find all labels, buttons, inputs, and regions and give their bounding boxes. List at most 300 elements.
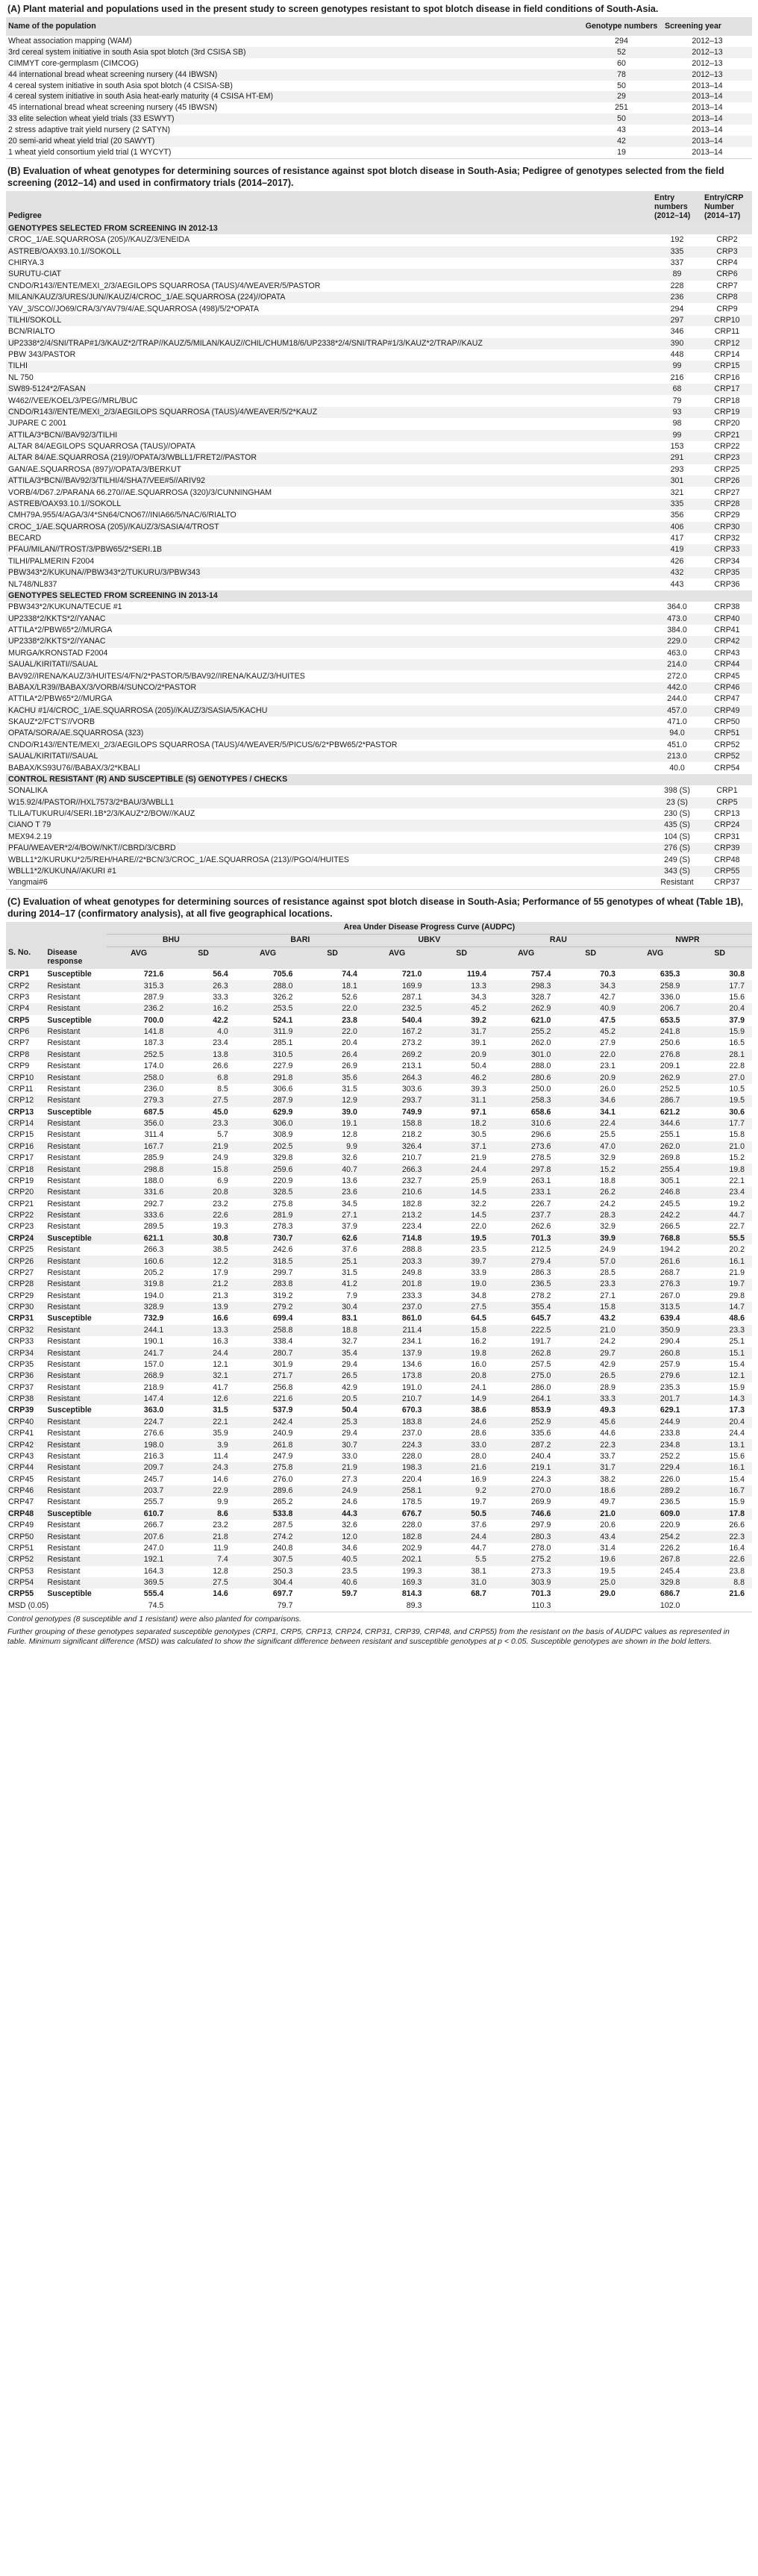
table-cell: 699.4 — [272, 1314, 293, 1323]
table-cell: 21.9 — [471, 1153, 486, 1163]
table-cell: 183.8 — [365, 1417, 430, 1428]
table-cell: 42.7 — [600, 992, 616, 1002]
table-row — [6, 136, 752, 147]
table-cell: 32.7 — [342, 1337, 357, 1347]
table-row — [6, 1256, 752, 1267]
table-cell: 45.0 — [213, 1107, 228, 1117]
table-cell: CRP8 — [702, 292, 752, 303]
table-cell: 187.3 — [143, 1038, 164, 1048]
table-cell: 50.4 — [471, 1061, 486, 1071]
table-cell: 19.5 — [429, 1233, 494, 1244]
table-cell: 251 — [615, 103, 628, 113]
table-cell: ALTAR 84/AE.SQUARROSA (219)//OPATA/3/WBLL1/FRET2//PASTOR — [6, 452, 652, 464]
table-cell: 153 — [670, 442, 684, 452]
location-nwpr: NWPR — [623, 934, 752, 946]
table-cell: Resistant — [45, 980, 106, 991]
table-cell: 236 — [652, 292, 702, 303]
table-a — [6, 17, 752, 159]
table-cell: CRP14 — [714, 350, 740, 360]
table-cell: 22.1 — [729, 1176, 745, 1185]
table-cell: 237.0 — [401, 1429, 422, 1438]
table-cell: Resistant — [47, 1359, 81, 1369]
table-cell: 22.6 — [171, 1210, 236, 1221]
table-row — [6, 58, 752, 69]
table-cell: 19.0 — [429, 1279, 494, 1290]
table-row — [6, 877, 752, 889]
table-cell: CRP51 — [702, 728, 752, 739]
table-row — [6, 1474, 752, 1485]
table-row — [6, 1347, 752, 1359]
table-cell: 32.9 — [600, 1153, 616, 1163]
table-cell: 201.7 — [623, 1394, 688, 1405]
table-cell: CRP44 — [6, 1462, 45, 1473]
table-cell: 104 (S) — [664, 832, 690, 841]
table-cell: CRP29 — [714, 511, 740, 520]
table-cell: CROC_1/AE.SQUARROSA (205)//KAUZ/3/ENEIDA — [8, 235, 190, 245]
table-cell: CRP27 — [8, 1267, 34, 1277]
table-cell: 210.6 — [365, 1187, 430, 1198]
table-cell: 283.8 — [236, 1279, 301, 1290]
table-cell: CRP34 — [714, 556, 740, 566]
table-cell: Wheat association mapping (WAM) — [8, 36, 132, 46]
table-cell: Resistant — [45, 1164, 106, 1175]
table-cell: 15.9 — [729, 1497, 745, 1507]
table-cell: 258.1 — [365, 1485, 430, 1497]
table-cell: 328.7 — [530, 992, 551, 1002]
table-cell: 621.2 — [660, 1107, 680, 1117]
table-row — [6, 441, 752, 452]
table-cell: 294 — [615, 36, 628, 46]
table-cell: 24.2 — [600, 1199, 616, 1209]
table-cell: Resistant — [47, 1543, 81, 1553]
table-cell: 12.1 — [213, 1359, 228, 1369]
table-cell: 12.8 — [342, 1130, 357, 1140]
table-cell: Yangmai#6 — [6, 877, 652, 889]
table-cell: 304.4 — [236, 1577, 301, 1588]
table-row — [6, 1072, 752, 1083]
table-cell: 24.9 — [300, 1485, 365, 1497]
table-cell: 15.2 — [558, 1164, 623, 1175]
table-cell: 555.4 — [143, 1589, 164, 1599]
table-cell: CRP47 — [8, 1497, 34, 1507]
table-c-group-row — [6, 922, 752, 935]
table-row — [6, 1485, 752, 1497]
table-row — [6, 1050, 752, 1061]
table-cell: 16.1 — [687, 1256, 752, 1267]
table-cell: 24.4 — [171, 1347, 236, 1359]
table-cell: 24.1 — [471, 1382, 486, 1392]
table-cell: BECARD — [8, 534, 42, 543]
table-cell: CRP24 — [6, 1233, 45, 1244]
table-cell: 344.6 — [623, 1118, 688, 1129]
table-cell: 60 — [617, 58, 626, 68]
table-cell: 2013–14 — [663, 147, 752, 158]
table-cell: 22.0 — [300, 1003, 365, 1014]
table-cell: W462//VEE/KOEL/3/PEG//MRL/BUC — [8, 396, 138, 405]
table-cell: ATTILA/3*BCN//BAV92/3/TILHI/4/SHA7/VEE#5//ARIV92 — [6, 475, 652, 487]
table-cell: 471.0 — [667, 717, 687, 727]
table-row — [6, 147, 752, 158]
table-cell: 285.1 — [272, 1038, 293, 1048]
table-cell: CRP40 — [702, 614, 752, 625]
table-cell: CRP6 — [6, 1026, 45, 1038]
table-cell: SKAUZ*2/FCT'S'//VORB — [8, 717, 95, 727]
msd-value — [429, 1600, 494, 1612]
table-row — [6, 843, 752, 854]
table-cell: 245.5 — [660, 1199, 680, 1209]
table-cell: CRP44 — [702, 659, 752, 670]
table-cell: CRP45 — [8, 1474, 34, 1484]
table-cell: 44.7 — [471, 1543, 486, 1553]
table-cell: 279.6 — [623, 1370, 688, 1382]
table-cell: 311.9 — [236, 1026, 301, 1038]
table-row — [6, 670, 752, 682]
table-cell: 45.2 — [558, 1026, 623, 1038]
header-sd: SD — [300, 946, 365, 969]
table-cell: 22.9 — [171, 1485, 236, 1497]
table-cell: CRP43 — [8, 1451, 34, 1461]
table-cell: 260.8 — [623, 1347, 688, 1359]
table-cell: 23.5 — [471, 1245, 486, 1255]
table-cell: 206.7 — [623, 1003, 688, 1014]
table-row — [6, 522, 752, 533]
table-cell: 12.2 — [171, 1256, 236, 1267]
table-cell: SAUAL/KIRITATI//SAUAL — [6, 659, 652, 670]
table-cell: 19 — [580, 147, 663, 158]
table-row — [6, 728, 752, 739]
table-cell: JUPARE C 2001 — [8, 419, 67, 428]
table-cell: 52 — [580, 47, 663, 58]
section-title: GENOTYPES SELECTED FROM SCREENING IN 2012-13 — [6, 223, 752, 234]
table-cell: 191.7 — [530, 1337, 551, 1347]
table-row — [6, 832, 752, 843]
table-cell: TILHI/PALMERIN F2004 — [8, 556, 95, 566]
msd-value: 110.3 — [494, 1600, 559, 1612]
table-cell: CRP5 — [8, 1015, 30, 1025]
table-cell: 19.8 — [687, 1164, 752, 1175]
table-cell: 240.4 — [530, 1451, 551, 1461]
table-cell: Resistant — [45, 1210, 106, 1221]
table-a-header-genotypes: Genotype numbers — [580, 17, 663, 36]
table-cell: 9.2 — [429, 1485, 494, 1497]
table-cell: 39.9 — [558, 1233, 623, 1244]
table-cell: 24.9 — [213, 1153, 228, 1163]
table-cell: 11.9 — [213, 1543, 228, 1553]
table-cell: 50.4 — [342, 1406, 357, 1415]
table-cell: Resistant — [47, 1199, 81, 1209]
table-cell: CRP1 — [8, 970, 30, 979]
table-cell: 311.4 — [144, 1130, 164, 1140]
table-cell: CRP9 — [716, 304, 738, 314]
table-row — [6, 1267, 752, 1279]
table-cell: 417 — [670, 534, 684, 543]
table-row — [6, 113, 752, 125]
table-row — [6, 1439, 752, 1450]
table-cell: Resistant — [47, 1267, 81, 1277]
table-cell: CRP4 — [6, 1003, 45, 1014]
table-cell: 21.2 — [171, 1279, 236, 1290]
table-cell: 23.8 — [729, 1566, 745, 1576]
table-cell: 45.6 — [558, 1417, 623, 1428]
table-cell: 252.5 — [660, 1084, 680, 1094]
table-row — [6, 659, 752, 670]
table-cell: Resistant — [47, 1566, 81, 1576]
header-sd: SD — [429, 946, 494, 969]
msd-value — [171, 1600, 236, 1612]
table-cell: 287.1 — [401, 992, 422, 1002]
table-b — [6, 191, 752, 890]
table-cell: 639.4 — [660, 1314, 680, 1323]
table-cell: 22.3 — [558, 1439, 623, 1450]
table-row — [6, 1221, 752, 1232]
table-row — [6, 1554, 752, 1565]
table-row — [6, 1141, 752, 1153]
table-cell: Resistant — [45, 1003, 106, 1014]
table-cell: 25.1 — [300, 1256, 365, 1267]
table-cell: 276.0 — [272, 1474, 293, 1484]
table-cell: 2 stress adaptive trait yield nursery (2 SATYN) — [8, 125, 171, 135]
table-cell: 443 — [670, 579, 684, 589]
table-cell: OPATA/SORA/AE.SQUARROSA (323) — [6, 728, 652, 739]
table-cell: Resistant — [45, 1417, 106, 1428]
table-cell: 194.0 — [143, 1291, 164, 1300]
table-cell: 258.0 — [107, 1072, 172, 1083]
table-row — [6, 1370, 752, 1382]
table-cell: 37.6 — [471, 1521, 486, 1530]
table-cell: 13.6 — [342, 1176, 357, 1185]
table-cell: 262.8 — [494, 1347, 559, 1359]
table-cell: 191.0 — [401, 1382, 422, 1392]
table-cell: 266.5 — [660, 1222, 680, 1232]
table-cell: 343 (S) — [652, 866, 702, 877]
table-cell: 222.5 — [494, 1325, 559, 1336]
table-row — [6, 1291, 752, 1302]
table-cell: 457.0 — [652, 705, 702, 717]
table-cell: 749.9 — [401, 1107, 422, 1117]
header-avg: AVG — [365, 946, 430, 969]
table-cell: CRP15 — [702, 361, 752, 372]
msd-value: 79.7 — [236, 1600, 301, 1612]
table-cell: 292.7 — [143, 1199, 164, 1209]
table-row — [6, 1176, 752, 1187]
table-cell: CRP49 — [702, 705, 752, 717]
table-row — [6, 510, 752, 521]
table-cell: 240.8 — [272, 1543, 293, 1553]
table-cell: 241.7 — [107, 1347, 172, 1359]
table-cell: 258.3 — [494, 1095, 559, 1106]
table-cell: 19.3 — [213, 1222, 228, 1232]
table-row — [6, 1244, 752, 1256]
table-cell: 16.9 — [471, 1474, 486, 1484]
table-cell: 23.4 — [213, 1038, 228, 1048]
table-cell: 198.3 — [365, 1462, 430, 1473]
table-cell: CRP46 — [6, 1485, 45, 1497]
table-cell: 463.0 — [667, 648, 687, 658]
table-cell: Resistant — [47, 1521, 81, 1530]
table-cell: CRP12 — [702, 338, 752, 349]
table-cell: 233.8 — [660, 1429, 680, 1438]
table-cell: CRP18 — [714, 396, 740, 405]
table-cell: Resistant — [45, 1554, 106, 1565]
table-cell: 279.3 — [107, 1095, 172, 1106]
table-row — [6, 1462, 752, 1473]
table-cell: 28.1 — [687, 1050, 752, 1061]
table-cell: 29.4 — [342, 1429, 357, 1438]
table-cell: 262.0 — [623, 1141, 688, 1153]
table-cell: 18.6 — [558, 1485, 623, 1497]
table-cell: 98 — [672, 419, 682, 428]
table-row — [6, 854, 752, 865]
table-cell: 218.2 — [401, 1130, 422, 1140]
table-cell: Resistant — [47, 1451, 81, 1461]
table-cell: 33.9 — [471, 1267, 486, 1277]
table-cell: 279.4 — [494, 1256, 559, 1267]
table-cell: 43.4 — [558, 1531, 623, 1542]
table-cell: 209.1 — [660, 1061, 680, 1071]
table-cell: 257.9 — [660, 1359, 680, 1369]
table-cell: 49.3 — [600, 1406, 616, 1415]
table-cell: 27.3 — [342, 1474, 357, 1484]
table-cell: 853.9 — [530, 1406, 551, 1415]
location-rau: RAU — [494, 934, 623, 946]
table-cell: 25.3 — [300, 1417, 365, 1428]
table-a-header-row — [6, 17, 752, 36]
table-cell: CRP20 — [6, 1187, 45, 1198]
section-row — [6, 774, 752, 785]
table-cell: Resistant — [45, 1256, 106, 1267]
table-cell: 40.7 — [300, 1164, 365, 1175]
table-row — [6, 1302, 752, 1313]
table-row — [6, 1336, 752, 1347]
table-cell: UP2338*2/4/SNI/TRAP#1/3/KAUZ*2/TRAP//KAUZ/5/MILAN/KAUZ//CHIL/CHUM18/6/UP2338*2/4/SNI/TRAP#1/3/KAUZ*2/TRAP//KAUZ — [6, 338, 652, 349]
table-cell: CRP46 — [702, 682, 752, 693]
table-cell: MURGA/KRONSTAD F2004 — [8, 648, 108, 658]
table-row — [6, 1451, 752, 1462]
table-cell: 22.7 — [729, 1222, 745, 1232]
table-cell: PFAU/MILAN//TROST/3/PBW65/2*SERI.1B — [6, 544, 652, 555]
table-cell: 12.9 — [300, 1095, 365, 1106]
table-row — [6, 1210, 752, 1221]
table-row — [6, 1118, 752, 1129]
table-cell: 326.2 — [272, 992, 293, 1002]
table-cell: CRP52 — [702, 751, 752, 762]
table-cell: CRP16 — [6, 1141, 45, 1153]
table-row — [6, 1417, 752, 1428]
table-row — [6, 1084, 752, 1095]
table-cell: CHIRYA.3 — [8, 258, 44, 268]
table-cell: 278.2 — [530, 1291, 551, 1300]
table-b-title: Evaluation of wheat genotypes for determining sources of resistance against spot blotch disease in South-Asia; Pedigree of genotypes selected from the field screening (2012–14) and used in confirmatory trials (2014–2017). — [7, 165, 724, 188]
table-cell: 262.9 — [494, 1003, 559, 1014]
header-sd: SD — [171, 946, 236, 969]
table-cell: 41.2 — [300, 1279, 365, 1290]
table-cell: 33.7 — [600, 1451, 616, 1461]
table-cell: 6.9 — [217, 1176, 228, 1185]
table-b-header-entry: Entry numbers (2012–14) — [652, 191, 702, 223]
table-cell: 697.7 — [272, 1589, 293, 1599]
table-cell: 31.7 — [429, 1026, 494, 1038]
table-cell: 202.1 — [365, 1554, 430, 1565]
table-cell: 28.5 — [600, 1267, 616, 1277]
table-cell: 653.5 — [660, 1015, 680, 1025]
table-cell: 301 — [652, 475, 702, 487]
table-cell: CRP3 — [8, 992, 30, 1002]
table-cell: 20.9 — [429, 1050, 494, 1061]
table-cell: 33 elite selection wheat yield trials (33 ESWYT) — [6, 113, 580, 125]
table-cell: 687.5 — [143, 1107, 164, 1117]
table-cell: 24.6 — [342, 1497, 357, 1507]
table-cell: 290.4 — [660, 1337, 680, 1347]
table-row — [6, 81, 752, 92]
table-cell: 262.9 — [623, 1072, 688, 1083]
table-cell: 629.9 — [272, 1107, 293, 1117]
table-cell: 291.8 — [236, 1072, 301, 1083]
table-row — [6, 1359, 752, 1370]
table-cell: 288.0 — [236, 980, 301, 991]
table-cell: 24.2 — [600, 1337, 616, 1347]
table-cell: 16.3 — [213, 1337, 228, 1347]
table-cell: 214.0 — [652, 659, 702, 670]
table-cell: 141.8 — [107, 1026, 172, 1038]
table-cell: CRP37 — [8, 1382, 34, 1392]
table-row — [6, 717, 752, 728]
table-cell: 338.4 — [272, 1337, 293, 1347]
table-cell: Resistant — [47, 1222, 81, 1232]
table-cell: 37.9 — [342, 1222, 357, 1232]
table-cell: 19.2 — [729, 1199, 745, 1209]
table-row — [6, 1509, 752, 1520]
table-cell: Susceptible — [47, 1015, 92, 1025]
table-row — [6, 269, 752, 280]
table-cell: CRP49 — [8, 1521, 34, 1530]
table-cell: 262.6 — [530, 1222, 551, 1232]
table-cell: 276 (S) — [652, 843, 702, 854]
table-cell: 50.5 — [429, 1509, 494, 1520]
table-row — [6, 693, 752, 705]
table-cell: WBLL1*2/KURUKU*2/5/REH/HARE//2*BCN/3/CROC_1/AE.SQUARROSA (213)//PGO/4/HUITES — [8, 855, 349, 864]
table-cell: 676.7 — [365, 1509, 430, 1520]
table-cell: 21.9 — [729, 1267, 745, 1277]
table-cell: CRP16 — [714, 372, 740, 382]
table-cell: 26.2 — [558, 1187, 623, 1198]
table-cell: 16.1 — [687, 1462, 752, 1473]
table-cell: CRP36 — [6, 1370, 45, 1382]
table-cell: Resistant — [47, 1474, 81, 1484]
table-cell: 228.0 — [401, 1451, 422, 1461]
table-cell: 24.3 — [171, 1462, 236, 1473]
table-cell: 435 (S) — [652, 820, 702, 831]
table-cell: 216 — [670, 372, 684, 382]
table-cell: 721.6 — [143, 970, 164, 979]
table-cell: 198.0 — [107, 1439, 172, 1450]
table-cell: 21.9 — [171, 1141, 236, 1153]
table-cell: 814.3 — [401, 1589, 422, 1599]
header-avg: AVG — [107, 946, 172, 969]
table-row — [6, 430, 752, 441]
table-b-header-crp: Entry/CRP Number (2014–17) — [702, 191, 752, 223]
table-cell: GAN/AE.SQUARROSA (897)//OPATA/3/BERKUT — [8, 464, 181, 474]
table-cell: 20.4 — [342, 1038, 357, 1048]
table-row — [6, 47, 752, 58]
table-cell: 269.2 — [365, 1050, 430, 1061]
table-cell: Resistant — [652, 877, 702, 889]
header-avg: AVG — [623, 946, 688, 969]
table-cell: 27.5 — [171, 1095, 236, 1106]
table-row — [6, 1382, 752, 1394]
table-cell: CRP39 — [702, 843, 752, 854]
msd-row — [6, 1600, 752, 1612]
table-cell: CRP53 — [8, 1566, 34, 1576]
